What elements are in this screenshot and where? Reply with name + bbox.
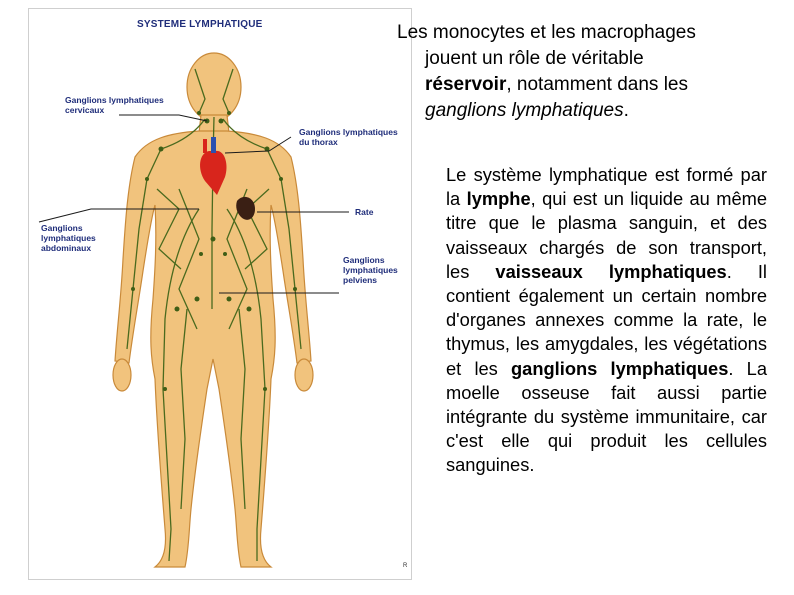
term-reservoir: réservoir (425, 74, 507, 95)
intro-line-4: ganglions lymphatiques. (425, 100, 629, 121)
term-lymphe: lymphe (466, 188, 531, 210)
label-ganglions-pelviens: Ganglions lymphatiques pelviens (343, 255, 398, 285)
body-paragraph: Le système lymphatique est formé par la lymphe, qui est un liquide au même titre que le plasma sanguin, et des vaisseaux chargés de son transport, les vaisseaux lymphatiques. Il contient également un certain nombre d'organes annexes comme la rate, le thymus, les amygdales, les végétations et les ganglions lymphatiques. La moelle osseuse fait aussi partie intégrante du système immunitaire, car c'est elle qui produit les cellules sanguines. (446, 164, 768, 476)
intro-paragraph (397, 20, 787, 124)
figure-title: SYSTEME LYMPHATIQUE (137, 19, 263, 30)
label-ganglions-thorax: Ganglions lymphatiques du thorax (299, 127, 398, 147)
term-ganglions-lymphatiques-bold: ganglions lymphatiques (511, 357, 729, 379)
term-ganglions-lymphatiques: ganglions lymphatiques (425, 100, 624, 121)
label-rate: Rate (355, 207, 374, 217)
term-vaisseaux-lymphatiques: vaisseaux lymphatiques (495, 260, 727, 282)
label-ganglions-cervicaux: Ganglions lymphatiques cervicaux (65, 95, 164, 115)
lymphatic-system-figure (28, 8, 412, 580)
body-silhouette (113, 53, 313, 567)
intro-line-1: Les monocytes et les macrophages (397, 22, 696, 43)
image-credit: R (403, 563, 408, 569)
intro-line-3: réservoir, notamment dans les (425, 74, 688, 95)
intro-line-2: jouent un rôle de véritable (425, 48, 644, 69)
label-ganglions-abdominaux: Ganglions lymphatiques abdominaux (41, 223, 96, 253)
